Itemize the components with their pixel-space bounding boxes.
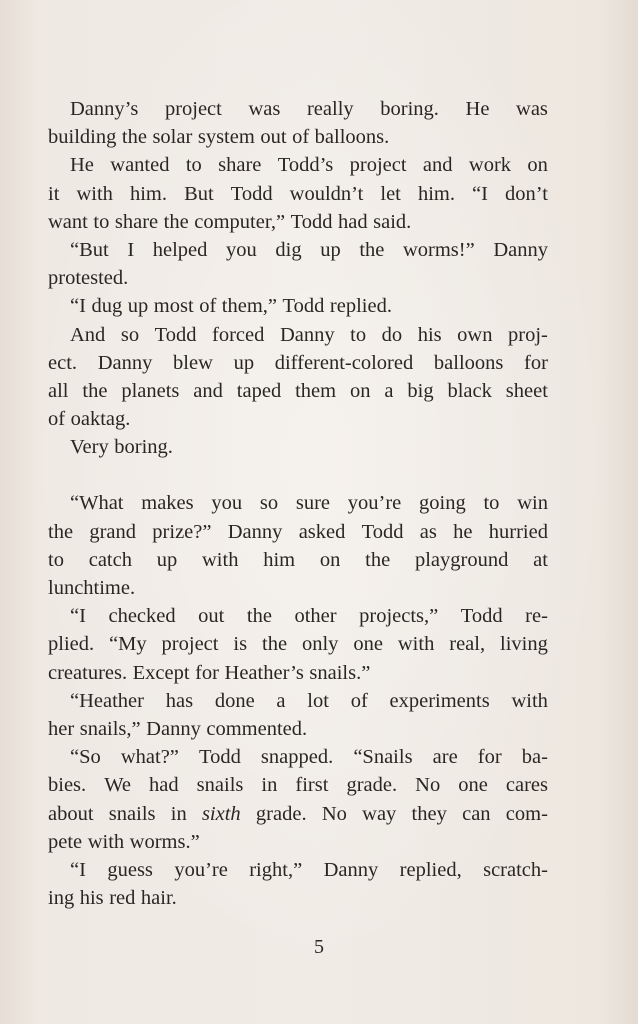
text-line: lunchtime.	[48, 577, 136, 599]
paragraph	[48, 856, 548, 912]
paragraph	[48, 151, 548, 236]
text-line: creatures. Except for Heather’s snails.”	[48, 661, 371, 684]
text-line: bies. We had snails in first grade. No one cares	[48, 774, 548, 797]
paragraph	[48, 687, 548, 743]
text-line: Danny’s project was really boring. He was	[70, 98, 548, 120]
text-line: “I dug up most of them,” Todd replied.	[70, 295, 392, 318]
paragraph	[48, 489, 548, 602]
text-line: ect. Danny blew up different-colored balloons for	[48, 351, 548, 374]
body-text	[48, 95, 548, 912]
text-line: pete with worms.”	[48, 830, 200, 853]
text-line: “What makes you so sure you’re going to win	[70, 492, 548, 515]
text-line: “But I helped you dig up the worms!” Danny	[70, 238, 548, 261]
text-line: her snails,” Danny commented.	[48, 717, 308, 740]
paragraph	[48, 236, 548, 292]
text-line: Very boring.	[70, 436, 173, 459]
text-line: about snails in sixth grade. No way they can com-	[48, 802, 548, 825]
text-line: building the solar system out of balloons.	[48, 126, 390, 149]
paragraph	[48, 433, 548, 461]
text-line: of oaktag.	[48, 408, 131, 431]
paragraph	[48, 602, 548, 687]
section-break	[48, 461, 548, 489]
text-line: “So what?” Todd snapped. “Snails are for ba-	[70, 746, 548, 769]
text-line: He wanted to share Todd’s project and work on	[70, 154, 548, 177]
text-line: it with him. But Todd wouldn’t let him. “I don’t	[48, 182, 548, 205]
text-line: all the planets and taped them on a big black sheet	[48, 379, 548, 402]
text-line: “I checked out the other projects,” Todd re-	[70, 605, 548, 628]
text-line: “Heather has done a lot of experiments with	[70, 689, 548, 712]
page-number: 5	[314, 936, 324, 958]
paragraph	[48, 292, 548, 320]
paragraph	[48, 95, 548, 151]
text-line: the grand prize?” Danny asked Todd as he hurried	[48, 520, 548, 543]
text-line: want to share the computer,” Todd had said.	[48, 210, 412, 233]
text-line: plied. “My project is the only one with real, living	[48, 633, 548, 656]
text-line: ing his red hair.	[48, 887, 177, 910]
text-line: And so Todd forced Danny to do his own proj-	[70, 323, 548, 346]
text-line: protested.	[48, 267, 129, 290]
paragraph	[48, 743, 548, 856]
text-line: to catch up with him on the playground at	[48, 548, 548, 571]
paragraph	[48, 321, 548, 434]
text-line: “I guess you’re right,” Danny replied, scratch-	[70, 858, 548, 881]
